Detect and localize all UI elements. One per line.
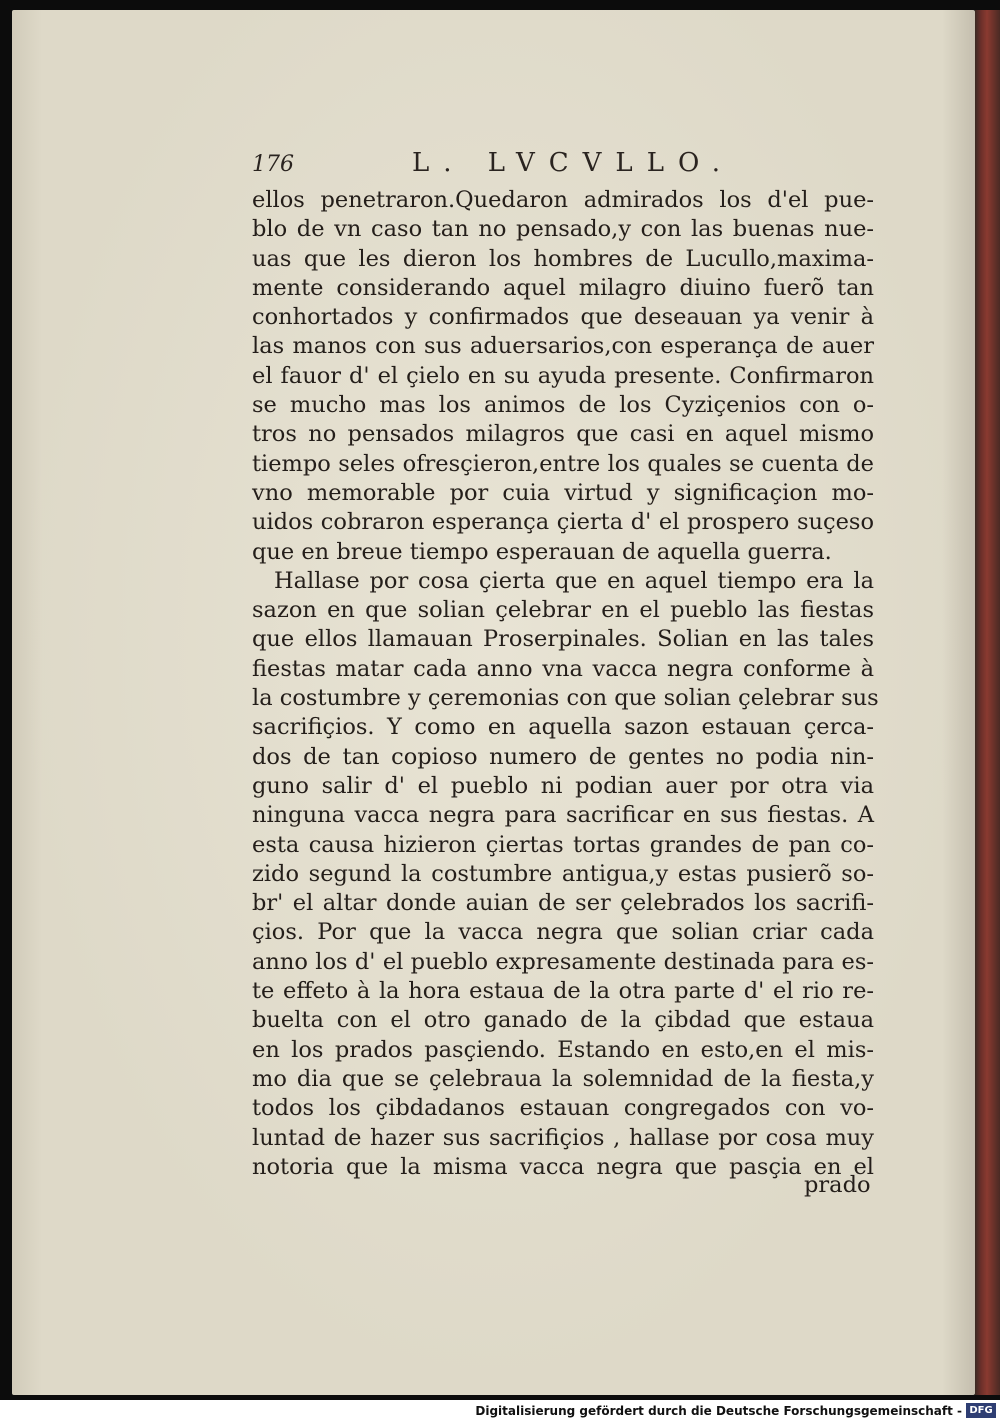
running-head: L. LVCVLLO. [412,148,735,178]
text-line: uas que les dieron los hombres de Lucullo,maxima- [252,245,874,272]
text-line: sacrifiçios. Y como en aquella sazon estauan çerca- [252,714,874,741]
book-binding [975,10,1000,1395]
text-line: tros no pensados milagros que casi en aquel mismo [252,421,874,448]
text-line: se mucho mas los animos de los Cyziçenios con o- [252,392,874,419]
text-line: mo dia que se çelebraua la solemnidad de la fiesta,y [252,1065,874,1092]
text-line: anno los d' el pueblo expresamente destinada para es- [252,948,874,975]
footer-bar [0,1400,1000,1423]
text-line: luntad de hazer sus sacrifiçios , hallase por cosa muy [252,1124,874,1151]
text-line: la costumbre y çeremonias con que solian çelebrar sus [252,685,879,712]
text-line: blo de vn caso tan no pensado,y con las buenas nue- [252,216,874,243]
text-line: que ellos llamauan Proserpinales. Solian en las tales [252,626,874,653]
text-line: que en breue tiempo esperauan de aquella guerra. [252,538,832,565]
text-line: esta causa hizieron çiertas tortas grandes de pan co- [252,831,874,858]
text-line: notoria que la misma vacca negra que pasçia en el [252,1153,874,1180]
dfg-logo-icon: DFG [966,1403,996,1418]
catchword: prado [804,1172,871,1198]
text-line: las manos con sus aduersarios,con esperança de auer [252,333,874,360]
page-number: 176 [252,152,294,177]
page-header [252,148,892,184]
text-line: buelta con el otro ganado de la çibdad que estaua [252,1007,874,1034]
text-line: en los prados pasçiendo. Estando en esto,en el mis- [252,1036,874,1063]
text-line: tiempo seles ofresçieron,entre los quales se cuenta de [252,450,874,477]
text-line: el fauor d' el çielo en su ayuda presente. Confirmaron [252,362,874,389]
text-line: sazon en que solian çelebrar en el pueblo las fiestas [252,597,874,624]
text-line: ninguna vacca negra para sacrificar en sus fiestas. A [252,802,874,829]
text-line: mente considerando aquel milagro diuino fuerõ tan [252,274,874,301]
text-line: te effeto à la hora estaua de la otra parte d' el rio re- [252,978,874,1005]
text-line: conhortados y confirmados que deseauan ya venir à [252,304,874,331]
text-line: Hallase por cosa çierta que en aquel tiempo era la [274,567,874,594]
text-line: zido segund la costumbre antigua,y estas pusierõ so- [252,860,874,887]
text-line: çios. Por que la vacca negra que solian criar cada [252,919,874,946]
text-line: dos de tan copioso numero de gentes no podia nin- [252,743,874,770]
funding-credit: Digitalisierung gefördert durch die Deutsche Forschungsgemeinschaft - [475,1404,962,1418]
text-line: br' el altar donde auian de ser çelebrados los sacrifi- [252,890,874,917]
text-line: fiestas matar cada anno vna vacca negra conforme à [252,655,874,682]
text-line: todos los çibdadanos estauan congregados con vo- [252,1095,874,1122]
text-line: guno salir d' el pueblo ni podian auer por otra via [252,772,874,799]
text-line: uidos cobraron esperança çierta d' el prospero suçeso [252,509,874,536]
text-line: ellos penetraron.Quedaron admirados los d'el pue- [252,187,874,213]
body-text [252,186,879,1182]
text-line: vno memorable por cuia virtud y significaçion mo- [252,479,874,506]
